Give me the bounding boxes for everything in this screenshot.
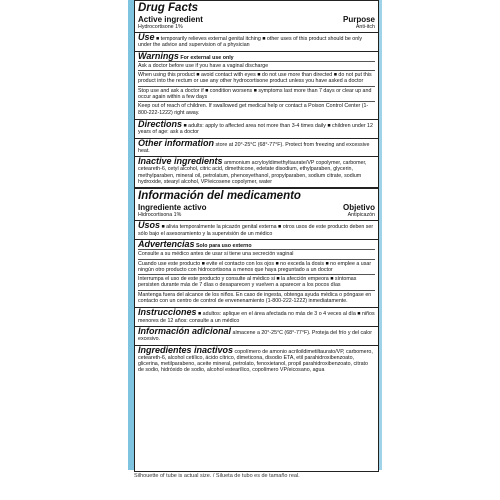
active-ingredient-value-row — [138, 24, 375, 30]
ask-doctor-text: Ask a doctor before use if you have a vaginal discharge — [138, 61, 375, 70]
instrucciones-heading: Instrucciones — [138, 307, 197, 318]
inactive-ingredients-heading: Inactive ingredients — [138, 156, 223, 167]
informacion-header — [135, 189, 378, 221]
informacion-title: Información del medicamento — [138, 190, 301, 203]
objetivo-value: Antipicazón — [347, 212, 375, 219]
directions-section — [135, 120, 378, 139]
advertencias-subheading: Solo para uso externo — [196, 242, 252, 249]
active-ingredient-value: Hydrocortisone 1% — [138, 24, 183, 30]
keep-out-text: Keep out of reach of children. If swallowed get medical help or contact a Poison Control Center (1-800-222-1222) right away. — [138, 101, 375, 117]
inactive-ingredients-text — [138, 158, 375, 185]
warnings-subheading: For external use only — [180, 54, 234, 61]
inactive-ingredients-body: ammonium acryloyldimethyltaurate/VP copolymer, carbomer, ceteareth-6, cetyl alcohol, citric acid, dimethicone, edetate disodium, ethylparaben, glycerin, methylparaben, mineral oil, petrolatum, phenoxyethanol, propylparaben, sodium citrate, sodium hydroxide, stearyl alcohol, VP/eicosene copolymer, water — [138, 160, 367, 186]
inactive-ingredients-section — [135, 157, 378, 189]
cuando-use-text: Cuando use este producto ■ evite el contacto con los ojos ■ no exceda la dosis ■ no emplee a usar ningún otro producto con hidrocortisona a menos que haya preguntado a un doctor — [138, 259, 375, 275]
use-heading: Use — [138, 32, 155, 42]
instrucciones-body: ■ adultos: aplique en el área afectada no más de 3 o 4 veces al día ■ niños menores de 12 años: consulte a un médico — [138, 311, 375, 324]
active-ingredient-row — [138, 15, 375, 24]
informacion-adicional-heading: Información adicional — [138, 325, 232, 336]
ingredientes-inactivos-heading: Ingredientes inactivos — [138, 344, 234, 355]
instrucciones-text — [138, 309, 375, 324]
purpose-label: Purpose — [342, 15, 375, 24]
advertencias-section — [135, 240, 378, 308]
usos-section — [135, 221, 378, 240]
mantenga-text: Mantenga fuera del alcance de los niños. En caso de ingesta, obtenga ayuda médica o póngase en contacto con un centro de control de envenenamiento (1-800-222-1222) inmediatamente. — [138, 290, 375, 306]
usos-heading: Usos — [138, 220, 161, 231]
blue-side-strip-right — [379, 0, 382, 470]
other-information-section — [135, 139, 378, 158]
use-body: ■ temporarily relieves external genital itching ■ other uses of this product should be only under the advice and supervision of a physician — [138, 36, 363, 49]
directions-body: ■ adults: apply to affected area not more than 3-4 times daily ■ children under 12 years of age: ask a doctor — [138, 122, 373, 136]
informacion-adicional-body: almacene a 20°-25°C (68°-77°F). Proteja del frío y del calor excesivo. — [138, 329, 372, 343]
use-text — [138, 34, 375, 49]
when-using-text: When using this product ■ avoid contact with eyes ■ do not use more than directed ■ do not put this product into the rectum or use any other hydrocortisone product unless you have asked a doctor — [138, 70, 375, 86]
interrumpa-text: Interrumpa el uso de este producto y consulte al médico si ■ la afección empeora ■ síntomas persisten durante más de 7 días o desaparecen y vuelven a aparecer a los pocos días — [138, 274, 375, 290]
drug-facts-title: Drug Facts — [138, 2, 199, 14]
silhouette-caption: Silhouette of tube is actual size. / Silueta de tubo es de tamaño real. — [134, 473, 300, 479]
warnings-heading: Warnings — [138, 50, 179, 61]
other-information-text — [138, 137, 375, 155]
active-ingredient-label: Active ingredient — [138, 15, 203, 24]
objetivo-label: Objetivo — [342, 203, 375, 213]
usos-body: ■ alivia temporalmente la picazón genital externa ■ otros usos de este producto deben ser sólo bajo el asesoramiento y la supervisión de un médico — [138, 224, 374, 237]
informacion-adicional-section — [135, 327, 378, 346]
advertencias-header — [138, 238, 375, 249]
ingrediente-activo-value: Hidrocortisona 1% — [138, 212, 182, 219]
other-information-heading: Other information — [138, 137, 214, 148]
drug-facts-header — [135, 1, 378, 33]
ingrediente-activo-value-row — [138, 212, 375, 218]
directions-heading: Directions — [138, 118, 183, 129]
other-information-body: store at 20°-25°C (68°-77°F). Protect from freezing and excessive heat. — [138, 141, 370, 154]
informacion-adicional-text — [138, 325, 375, 343]
use-section — [135, 33, 378, 52]
warnings-section — [135, 52, 378, 120]
consulte-text: Consulte a su médico antes de usar si tiene una secreción vaginal — [138, 249, 375, 258]
directions-text — [138, 118, 375, 136]
advertencias-heading: Advertencias — [138, 238, 195, 249]
purpose-value: Anti-itch — [355, 24, 375, 30]
ingrediente-activo-row — [138, 203, 375, 212]
drug-facts-panel — [134, 0, 379, 472]
stop-use-text: Stop use and ask a doctor if ■ condition worsens ■ symptoms last more than 7 days or clear up and occur again within a few days — [138, 86, 375, 102]
ingredientes-inactivos-text — [138, 344, 375, 374]
instrucciones-section — [135, 308, 378, 327]
ingredientes-inactivos-body: copolímero de amonio acriloildimetiltaurato/VP, carbomero, ceteareth-6, alcohol cetílico, ácido cítrico, dimeticona, disodio ETA, etil parahidroxibenzoato, glicerina, metilparabeno, aceite mineral, petrolato, fenoxietanol, propil parahidroxibenzoato, citrato de sodio, hidróxido de sodio, alcohol estearílico, copolímero VP/eicosano, agua — [138, 348, 373, 374]
usos-text — [138, 222, 375, 237]
ingrediente-activo-label: Ingrediente activo — [138, 203, 207, 213]
ingredientes-inactivos-section — [135, 346, 378, 376]
warnings-header — [138, 50, 375, 61]
